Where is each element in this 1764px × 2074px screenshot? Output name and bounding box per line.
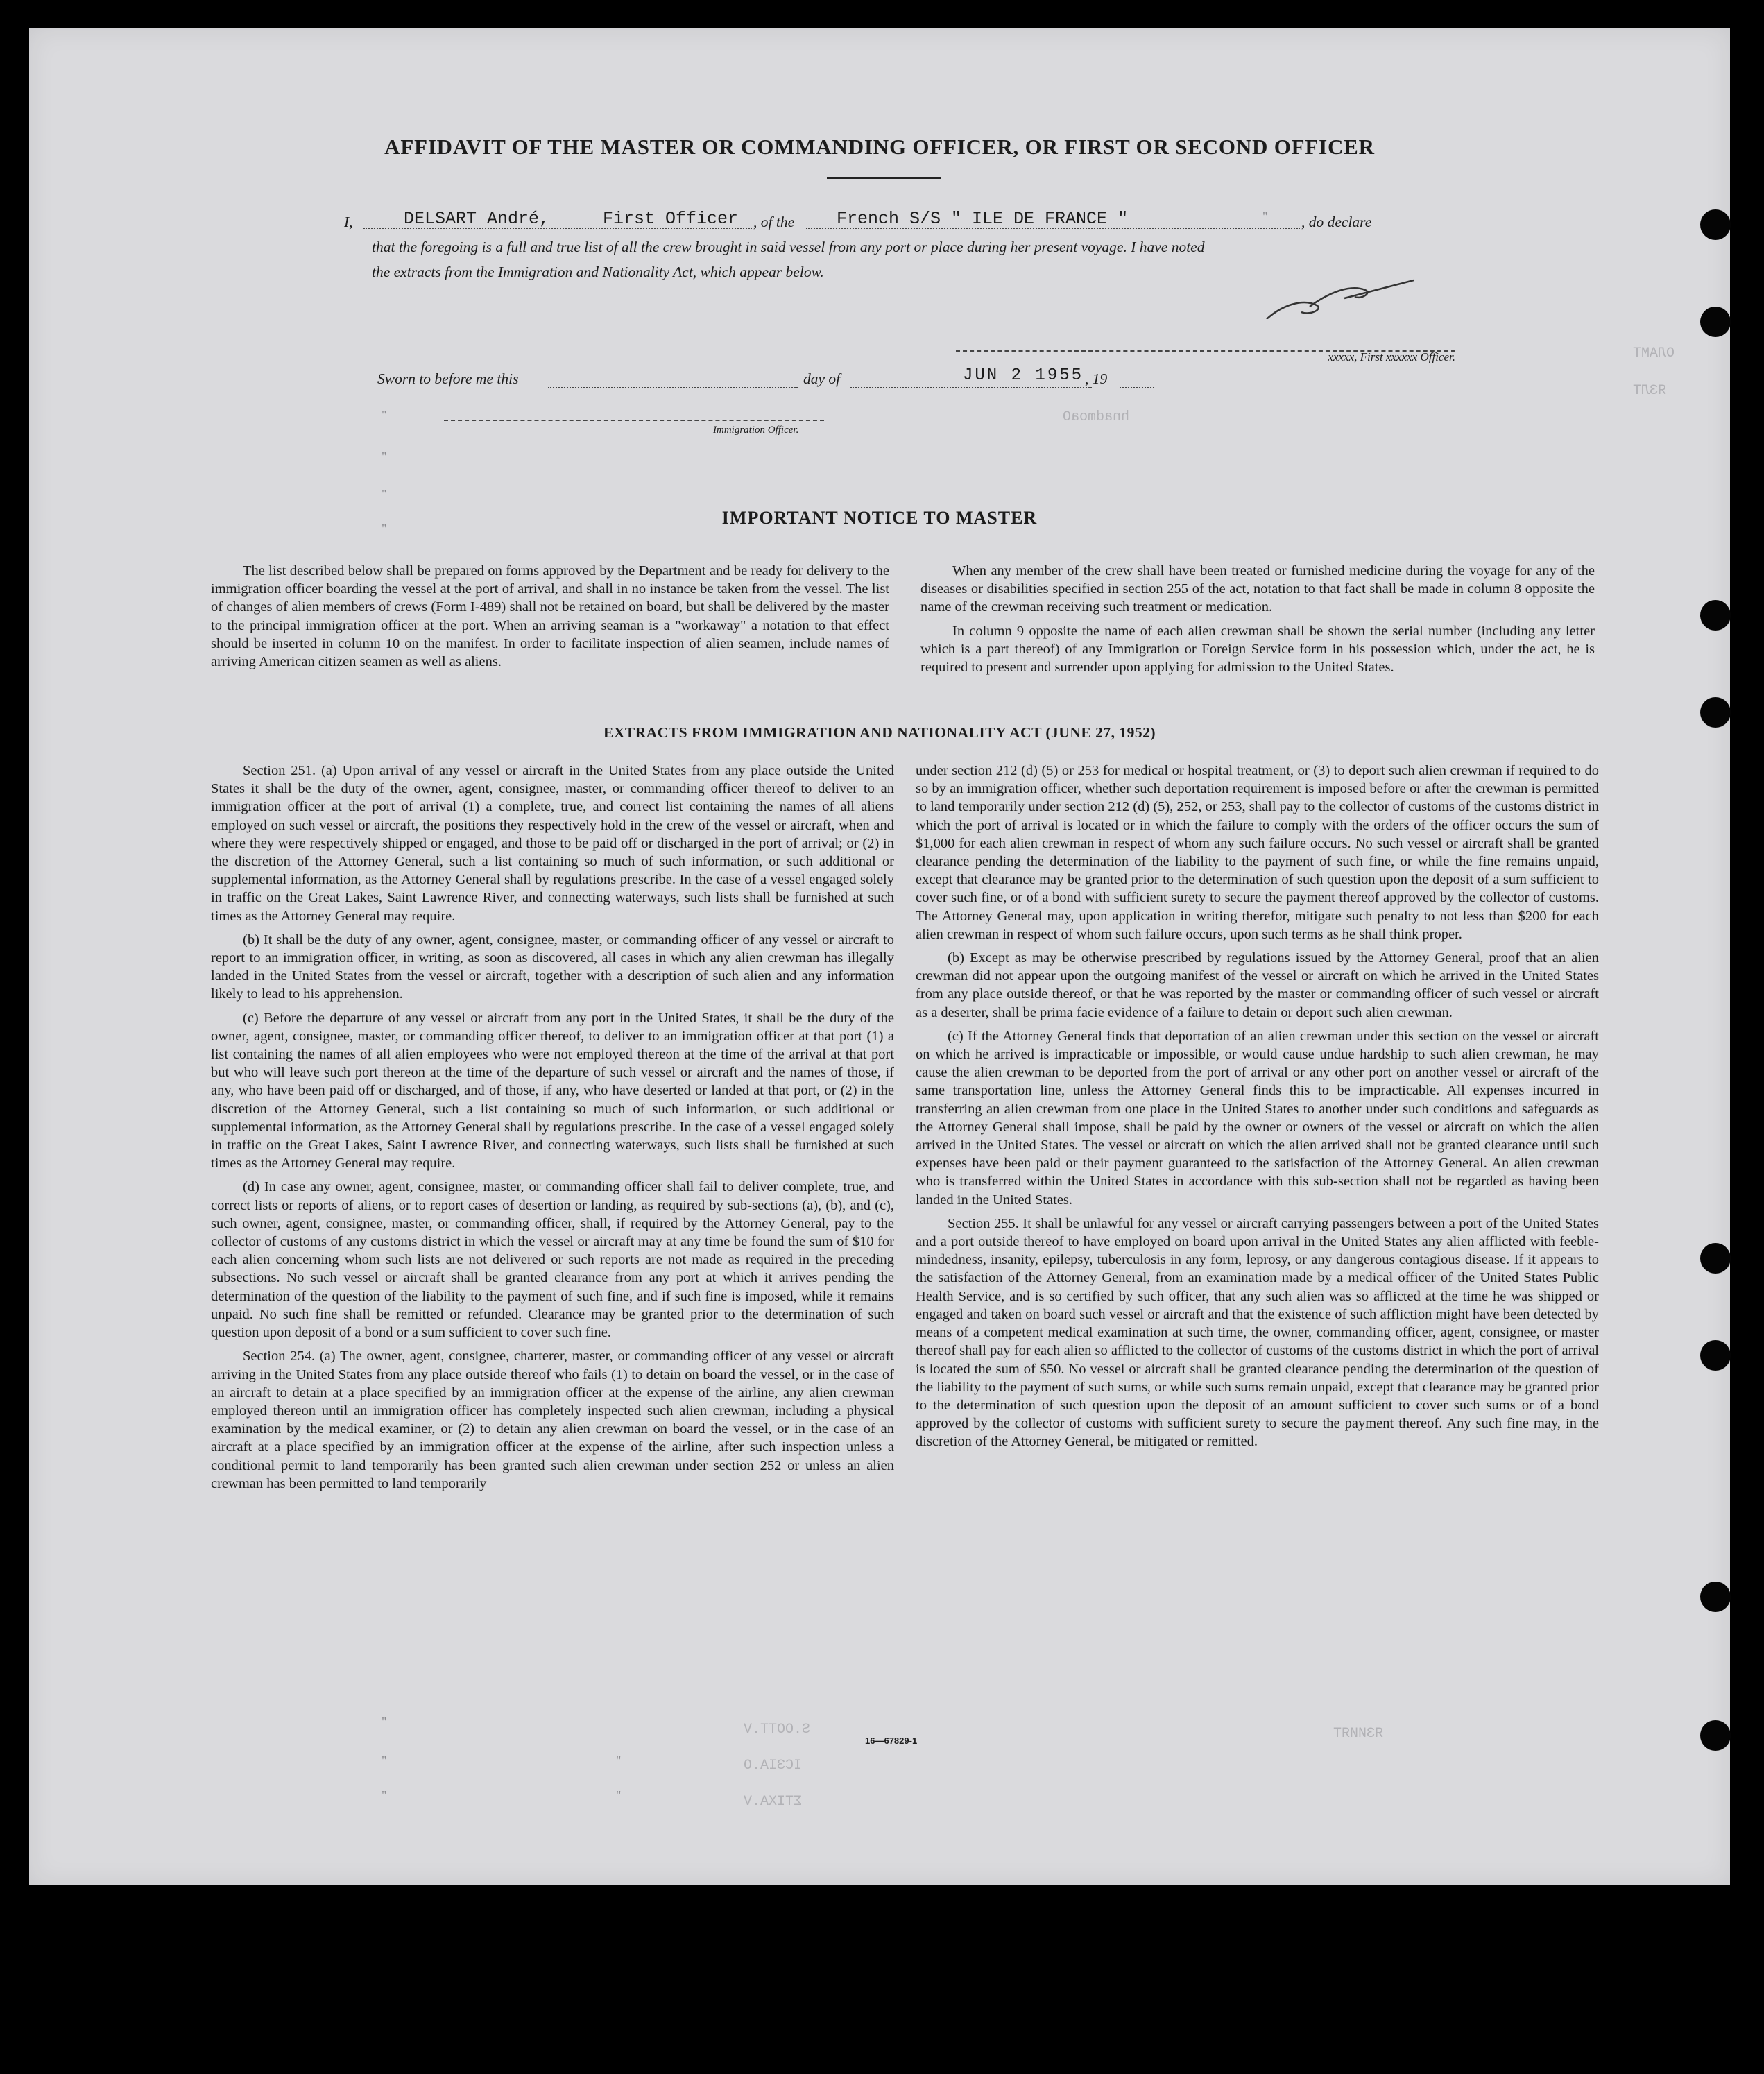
officer-rank: First Officer xyxy=(603,209,739,229)
punch-hole xyxy=(1700,1340,1731,1371)
document-title: AFFIDAVIT OF THE MASTER OR COMMANDING OFFICER, OR FIRST OR SECOND OFFICER xyxy=(384,135,1375,159)
bleed-through-mark: " xyxy=(616,1754,622,1767)
officer-title-label: xxxxx, First xxxxxx Officer. xyxy=(1328,350,1455,363)
sworn-year-prefix: , 19 xyxy=(1085,370,1108,387)
extract-paragraph: (d) In case any owner, agent, consignee, master, or commanding officer shall fail to deliver complete, true, and correct lists or reports of aliens, or to report cases of desertion or landing, as required by sub-sections (a), (b), and (c), such owner, agent, consignee, master, or commanding officer, shall, if required by the Attorney General, pay to the collector of customs of any customs district in which the vessel or aircraft may at any time be found the sum of $10 for each alien concerning whom such lists are not delivered or such reports are not made as required in the preceding subsections. No such vessel or aircraft shall be granted clearance from any port at which it arrives pending the determination of the question of the liability to the payment of such fine, and if such fine is imposed, while it remains unpaid. No such fine shall be remitted or refunded. Clearance may be granted prior to the determination of such question upon deposit of a bond or a sum sufficient to cover such fine. xyxy=(211,1179,894,1341)
extract-paragraph: under section 212 (d) (5) or 253 for medical or hospital treatment, or (3) to deport such alien crewman if required to do so by an immigration officer, whether such deportation requirement is imposed before or after the crewman is permitted to land temporarily under section 212 (d) (5), 252, or 253, shall pay to the collector of customs of the customs district in which the port of arrival is located or in which the failure to comply with the orders of the officer occurs the sum of $1,000 for each alien crewman in respect of whom any such failure occurs. No such vessel or aircraft shall be granted clearance pending the determination of the liability to the payment of such fine, or while the fine remains unpaid, except that clearance may be granted prior to the determination of such question upon the deposit of a sum sufficient to cover such fine, or of a bond with sufficient surety to secure the payment thereof approved by the collector of customs. The Attorney General may, upon application in writing therefor, mitigate such penalty to not less than $200 for each alien crewman in respect of whom such failure occurs, upon such terms as he shall think proper. xyxy=(916,763,1599,942)
extracts-right-column xyxy=(916,762,1599,1457)
bleed-through-mark: " xyxy=(382,487,387,501)
extract-paragraph: Section 251. (a) Upon arrival of any vessel or aircraft in the United States from any place outside the United States it shall be the duty of the owner, agent, consignee, master, or commanding officer thereof to deliver to an immigration officer at the port of arrival (1) a complete, true, and correct list containing the names of all aliens employed on such vessel or aircraft, the positions they respectively hold in the crew of the vessel or aircraft, when and where they were respectively shipped or engaged, and those to be paid off or discharged in the port of arrival; or (2) in the discretion of the Attorney General, such a list containing so much of such information, or such additional or supplemental information, as the Attorney General shall by regulations prescribe. In the case of a vessel engaged solely in traffic on the Great Lakes, Saint Lawrence River, and connecting waterways, such lists shall be furnished at such times as the Attorney General may require. xyxy=(211,763,894,924)
punch-hole xyxy=(1700,1243,1731,1274)
bleed-through-text: ЯЗИИЯТ xyxy=(1333,1726,1384,1742)
declaration-of-the: , of the xyxy=(753,214,795,230)
immigration-officer-label: Immigration Officer. xyxy=(713,425,799,436)
notice-paragraph: In column 9 opposite the name of each alien crewman shall be shown the serial number (including any letter which is a part thereof) of any Immigration or Foreign Service form in his possession which, under the act, he is required to present and surrender upon applying for admission to the United States. xyxy=(920,623,1595,676)
punch-hole xyxy=(1700,697,1731,728)
dotted-line xyxy=(548,387,798,388)
dotted-line xyxy=(850,387,1092,388)
dotted-line xyxy=(1120,387,1154,388)
bleed-through-mark: " xyxy=(382,1715,387,1729)
officer-name: DELSART André, xyxy=(404,209,550,229)
bleed-through-mark: " xyxy=(382,1788,387,1802)
bleed-through-text: hnadmoaO xyxy=(1063,409,1130,425)
bleed-through-mark: " xyxy=(616,1788,622,1802)
declaration-line-3: the extracts from the Immigration and Nationality Act, which appear below. xyxy=(372,264,824,280)
bleed-through-mark: " xyxy=(382,449,387,463)
punch-hole xyxy=(1700,1720,1731,1751)
sworn-line xyxy=(377,366,1108,388)
notice-paragraph: When any member of the crew shall have been treated or furnished medicine during the voyage for any of the diseases or disabilities specified in section 255 of the act, notation to that fact shall be made in column 8 opposite the name of the crewman receiving such treatment or medication. xyxy=(920,563,1595,615)
punch-hole xyxy=(1700,209,1731,240)
bleed-through-text: ЯЗЛТ xyxy=(1633,383,1667,399)
punch-hole xyxy=(1700,600,1731,631)
extract-paragraph: (c) If the Attorney General finds that deportation of an alien crewman under this section on the vessel or aircraft on which he arrived is impracticable or impossible, or would cause undue hardship to such alien crewman, he may cause the alien crewman to be deported from the port of arrival or any other port on another vessel or aircraft of the same transportation line, unless the Attorney General finds this to be impracticable. All expenses incurred in transferring an alien crewman from one place in the United States to another under such conditions and safeguards as the Attorney General shall impose, shall be paid by the owner or owners of the vessel or aircraft on which the alien arrived in the United States. The vessel or aircraft on which the alien arrived shall not be granted clearance until such expenses have been paid or their payment guaranteed to the satisfaction of the Attorney General. An alien crewman who is transferred within the United States in accordance with this sub-section shall not be regarded as having been landed in the United States. xyxy=(916,1028,1599,1208)
bleed-through-text: ΣTIXA.V xyxy=(744,1794,803,1810)
sworn-day-of: day of xyxy=(803,370,841,387)
declaration-block xyxy=(344,209,1454,284)
title-underline xyxy=(827,177,941,179)
vessel-name: French S/S " ILE DE FRANCE " xyxy=(837,209,1129,229)
punch-hole xyxy=(1700,1582,1731,1612)
bleed-through-text: ICЗIA.O xyxy=(744,1758,803,1774)
bleed-through-mark: " xyxy=(382,522,387,535)
handwritten-signature xyxy=(956,277,1455,319)
form-number: 16—67829-1 xyxy=(865,1736,918,1746)
extract-paragraph: (c) Before the departure of any vessel or aircraft from any port in the United States, it shall be the duty of the owner, agent, consignee, master, or commanding officer thereof, to deliver to an immigration officer at that port (1) a list containing the names of all alien employees who were not employed thereon at the time of the arrival at that port but who will leave such port thereon at the time of the departure of such vessel or aircraft and the names of those, if any, who have been paid off or discharged, and of those, if any, who have deserted or landed at that port, or (2) in the discretion of the Attorney General, such a list containing so much of such information, or such additional or supplemental information, as the Attorney General shall by regulations prescribe. In the case of a vessel engaged solely in traffic on the Great Lakes, Saint Lawrence River, and connecting waterways, such lists shall be furnished at such times as the Attorney General may require. xyxy=(211,1010,894,1172)
extract-paragraph: Section 255. It shall be unlawful for any vessel or aircraft carrying passengers between a port of the United States and a port outside thereof to have employed on board upon arrival in the United States any alien afflicted with feeble-mindedness, insanity, epilepsy, tuberculosis in any form, leprosy, or any dangerous contagious disease. If it appears to the satisfaction of the Attorney General, from an examination made by a medical officer of the United States Public Health Service, and is so certified by such officer, that any such alien was so afflicted at the time he was shipped or engaged and taken on board such vessel or aircraft and that the existence of such affliction might have been detected by means of a competent medical examination at such time, the owner, commanding officer, agent, consignee, or master thereof shall pay for each alien so afflicted to the collector of customs of the customs district in which the port of arrival is located the sum of $50. No vessel or aircraft shall be granted clearance pending the determination of the question of the liability to the payment of such sums, or while such sums remain unpaid, except that clearance may be granted prior to the determination of such question upon the deposit of an amount sufficient to cover such sums or of a bond approved by the collector of customs with sufficient surety to secure the payment thereof. Any such fine may, in the discretion of the Attorney General, be mitigated or remitted. xyxy=(916,1215,1599,1450)
sworn-prefix: Sworn to before me this xyxy=(377,370,519,387)
extract-paragraph: (b) Except as may be otherwise prescribed by regulations issued by the Attorney General, proof that an alien crewman did not appear upon the outgoing manifest of the vessel or aircraft on which he arrived in the United States from any place outside thereof, or that he was reported by the master or commanding officer of such vessel or aircraft as a deserter, shall be prima facie evidence of a failure to detain or deport such alien crewman. xyxy=(916,950,1599,1020)
extracts-left-column xyxy=(211,762,894,1498)
declaration-line-2: that the foregoing is a full and true list of all the crew brought in said vessel from any port or place during her present voyage. I have noted xyxy=(372,239,1205,255)
extract-paragraph: Section 254. (a) The owner, agent, consignee, charterer, master, or commanding officer of any vessel or aircraft arriving in the United States from any place outside thereof who fails (1) to detain on board the vessel, or in the case of an aircraft to detain at a place specified by an immigration officer at the expense of the airline, any alien crewman employed thereon until an immigration officer has completely inspected such alien crewman, including a physical examination by the medical examiner, or (2) to detain any alien crewman on board the vessel, or in the case of an aircraft at a place specified by an immigration officer at the expense of the airline, after such inspection unless a conditional permit to land temporarily has been granted such alien crewman under section 252 or unless an alien crewman has been permitted to land temporarily xyxy=(211,1348,894,1491)
bleed-through-mark: " xyxy=(382,408,387,422)
bleed-through-text: S.OOTТ.V xyxy=(744,1722,811,1738)
punch-hole xyxy=(1700,307,1731,337)
notice-left-column xyxy=(211,562,889,676)
notice-paragraph: The list described below shall be prepared on forms approved by the Department and be ready for delivery to the immigration officer boarding the vessel at the port of arrival, and shall in no instance be taken from the vessel. The list of changes of alien members of crews (Form I-489) shall not be retained on board, but shall be delivered by the master to the principal immigration officer at the port. When an arriving seaman is a "workaway" a notation to that effect should be inserted in column 10 on the manifest. In order to facilitate inspection of alien seamen, include names of arriving American citizen seamen as well as aliens. xyxy=(211,563,889,670)
document-page xyxy=(29,28,1730,1885)
bleed-through-text: ОЛАМТ xyxy=(1633,345,1675,361)
notice-heading: IMPORTANT NOTICE TO MASTER xyxy=(721,508,1038,528)
sworn-date-stamp: JUN 2 1955 xyxy=(963,366,1084,385)
bleed-through-mark: " xyxy=(1262,209,1268,223)
extract-paragraph: (b) It shall be the duty of any owner, agent, consignee, master, or commanding officer of any vessel or aircraft to report to an immigration officer, in writing, as soon as discovered, all cases in which any alien crewman has illegally landed in the United States from the vessel or aircraft, together with a description of such alien and any information likely to lead to his apprehension. xyxy=(211,932,894,1002)
declaration-do-declare: , do declare xyxy=(1301,214,1372,230)
notice-right-column xyxy=(920,562,1595,682)
bleed-through-mark: " xyxy=(382,1754,387,1767)
declaration-i: I, xyxy=(344,214,353,230)
extracts-heading: EXTRACTS FROM IMMIGRATION AND NATIONALITY ACT (JUNE 27, 1952) xyxy=(603,724,1156,741)
immigration-officer-signature-line xyxy=(444,420,824,421)
